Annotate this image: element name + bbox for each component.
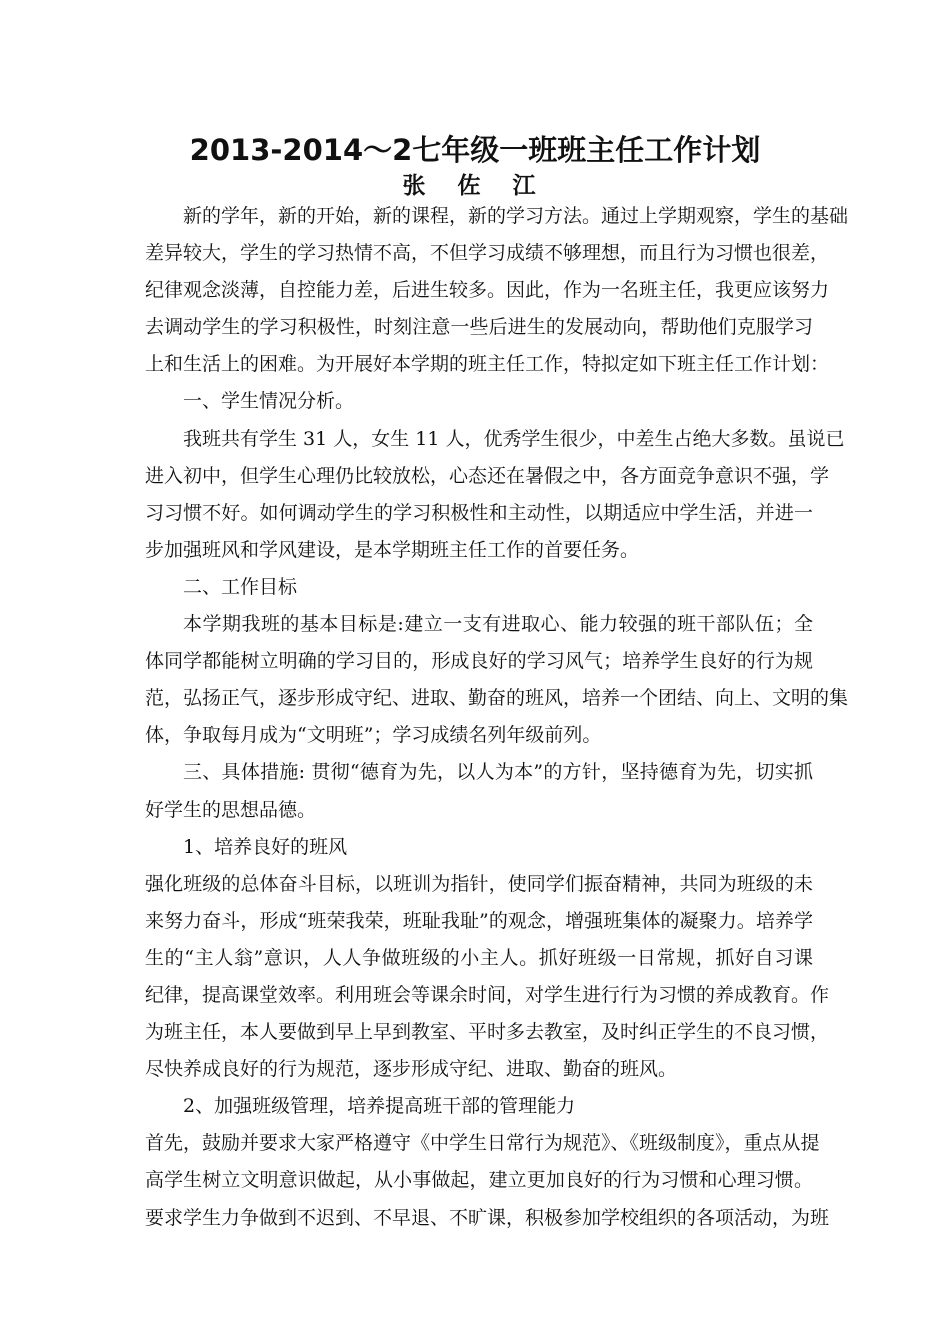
document-body (145, 198, 849, 1237)
paragraph-line: 来努力奋斗，形成“班荣我荣，班耻我耻”的观念，增强班集体的凝聚力。培养学 (145, 909, 813, 932)
paragraph-line: 高学生树立文明意识做起，从小事做起，建立更加良好的行为习惯和心理习惯。 (145, 1169, 813, 1192)
paragraph-line: 1、培养良好的班风 (183, 835, 348, 858)
paragraph-line: 差异较大，学生的学习热情不高，不但学习成绩不够理想，而且行为习惯也很差， (145, 242, 830, 265)
paragraph-line: 本学期我班的基本目标是:建立一支有进取心、能力较强的班干部队伍；全 (183, 613, 813, 636)
paragraph-line: 要求学生力争做到不迟到、不早退、不旷课，积极参加学校组织的各项活动，为班 (145, 1206, 830, 1229)
paragraph-line: 强化班级的总体奋斗目标，以班训为指针，使同学们振奋精神，共同为班级的未 (145, 872, 813, 895)
paragraph-line: 进入初中，但学生心理仍比较放松，心态还在暑假之中，各方面竞争意识不强，学 (145, 464, 830, 487)
paragraph-line: 二、工作目标 (183, 575, 298, 598)
paragraph-line: 三、具体措施: 贯彻“德育为先，以人为本”的方针，坚持德育为先，切实抓 (183, 761, 813, 784)
paragraph-line: 体，争取每月成为“文明班”；学习成绩名列年级前列。 (145, 724, 602, 747)
paragraph-line: 尽快养成良好的行为规范，逐步形成守纪、进取、勤奋的班风。 (145, 1058, 678, 1081)
paragraph-line: 纪律，提高课堂效率。利用班会等课余时间，对学生进行行为习惯的养成教育。作 (145, 983, 830, 1006)
paragraph-line: 我班共有学生 31 人，女生 11 人，优秀学生很少，中差生占绝大多数。虽说已 (183, 427, 845, 450)
paragraph-line: 体同学都能树立明确的学习目的，形成良好的学习风气；培养学生良好的行为规 (145, 650, 813, 673)
paragraph-line: 纪律观念淡薄，自控能力差，后进生较多。因此，作为一名班主任，我更应该努力 (145, 279, 830, 302)
paragraph-line: 生的“主人翁”意识，人人争做班级的小主人。抓好班级一日常规，抓好自习课 (145, 946, 813, 969)
paragraph-line: 2、加强班级管理，培养提高班干部的管理能力 (183, 1095, 576, 1118)
paragraph-line: 为班主任，本人要做到早上早到教室、平时多去教室，及时纠正学生的不良习惯， (145, 1021, 830, 1044)
paragraph-line: 习习惯不好。如何调动学生的学习积极性和主动性，以期适应中学生活，并进一 (145, 501, 813, 524)
paragraph-line: 一、学生情况分析。 (183, 390, 355, 413)
paragraph-line: 首先，鼓励并要求大家严格遵守《中学生日常行为规范》、《班级制度》，重点从提 (145, 1132, 820, 1155)
document-author: 张 佐 江 (402, 173, 548, 199)
paragraph-line: 范，弘扬正气，逐步形成守纪、进取、勤奋的班风，培养一个团结、向上、文明的集 (145, 687, 849, 710)
document-title: 2013-2014～2七年级一班班主任工作计划 (189, 133, 761, 167)
paragraph-line: 好学生的思想品德。 (145, 798, 317, 821)
paragraph-line: 新的学年，新的开始，新的课程，新的学习方法。通过上学期观察，学生的基础 (183, 205, 849, 227)
paragraph-line: 上和生活上的困难。为开展好本学期的班主任工作，特拟定如下班主任工作计划： (145, 353, 830, 376)
paragraph-line: 去调动学生的学习积极性，时刻注意一些后进生的发展动向，帮助他们克服学习 (145, 316, 813, 339)
paragraph-line: 步加强班风和学风建设，是本学期班主任工作的首要任务。 (145, 538, 640, 561)
